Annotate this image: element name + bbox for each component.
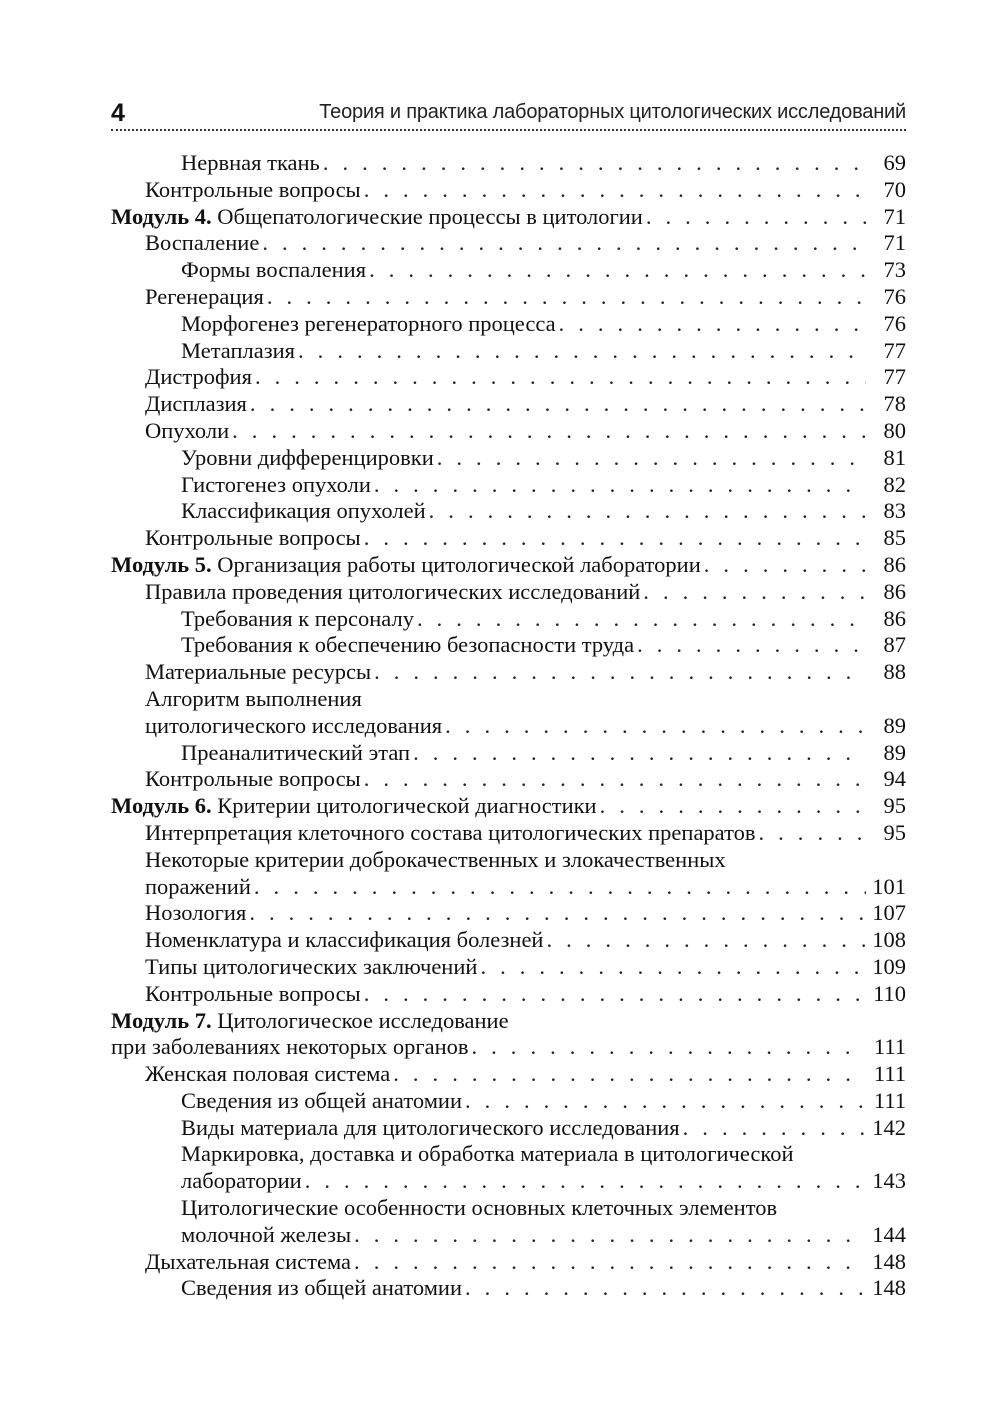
toc-entry: [111, 1141, 906, 1195]
toc-entry-title: Морфогенез регенераторного процесса: [181, 310, 556, 336]
toc-dot-leader: [369, 257, 866, 284]
toc-dot-leader: [364, 177, 866, 204]
toc-module-entry: [111, 552, 906, 579]
toc-page-number: 111: [873, 1087, 906, 1113]
toc-entry-title: поражений: [145, 873, 251, 899]
toc-page-number: 86: [883, 605, 906, 631]
toc-entry-title-pre: Некоторые критерии доброкачественных и злокачественных: [145, 846, 726, 872]
toc-module-label: Модуль 5.: [111, 551, 212, 577]
toc-dot-leader: [559, 311, 866, 338]
toc-page-number: 78: [883, 391, 906, 417]
toc-page-number: 69: [883, 150, 906, 175]
toc-entry: [111, 579, 906, 606]
toc-module-entry: [111, 1008, 906, 1062]
toc-entry-title: молочной железы: [181, 1221, 352, 1247]
toc-entry: [111, 686, 906, 740]
page-number: 4: [111, 99, 125, 127]
toc-entry-title: Контрольные вопросы: [145, 176, 361, 202]
toc-entry-title: Дыхательная система: [145, 1248, 352, 1274]
toc-dot-leader: [298, 338, 866, 365]
toc-entry-title: Регенерация: [145, 283, 264, 309]
toc-module-label: Модуль 6.: [111, 793, 212, 819]
toc-page-number: 89: [883, 739, 906, 765]
toc-dot-leader: [393, 1061, 866, 1088]
toc-entry-title: Материальные ресурсы: [145, 659, 372, 685]
toc-dot-leader: [413, 740, 866, 767]
toc-page-number: 80: [883, 417, 906, 443]
toc-module-label: Модуль 7.: [111, 1007, 212, 1033]
toc-dot-leader: [255, 364, 866, 391]
toc-entry-title: Нервная ткань: [181, 150, 320, 175]
toc-page-number: 83: [883, 498, 906, 524]
toc-entry-title: Модуль 4. Общепатологические процессы в цитологии: [111, 203, 643, 229]
toc-page-number: 76: [883, 283, 906, 309]
toc-dot-leader: [683, 1115, 866, 1142]
toc-entry-title-first-line: [181, 1141, 906, 1168]
toc-module-label: Модуль 4.: [111, 203, 212, 229]
toc-page-number: 71: [883, 230, 906, 256]
toc-entry-title: Дистрофия: [145, 364, 252, 390]
toc-entry-title-pre: Цитологическое исследование: [217, 1007, 509, 1033]
toc-dot-leader: [600, 793, 866, 820]
toc-entry-title: Формы воспаления: [181, 257, 367, 283]
toc-entry: [111, 740, 906, 767]
toc-entry: [111, 820, 906, 847]
toc-entry: [111, 632, 906, 659]
toc-dot-leader: [437, 445, 866, 472]
toc-entry-title-first-line: [145, 686, 906, 713]
toc-dot-leader: [417, 606, 866, 633]
toc-page-number: 95: [883, 793, 906, 819]
toc-entry-title: Номенклатура и классификация болезней: [145, 927, 544, 953]
toc-dot-leader: [364, 525, 866, 552]
toc-dot-leader: [374, 659, 866, 686]
toc-entry: [111, 1115, 906, 1142]
toc-entry-title: Требования к обеспечению безопасности труда: [181, 632, 635, 658]
toc-page-number: 143: [872, 1168, 906, 1194]
toc-page-number: 111: [873, 1034, 906, 1060]
toc-module-entry: [111, 793, 906, 820]
toc-entry-title: Виды материала для цитологического исследования: [181, 1114, 680, 1140]
toc-dot-leader: [465, 1275, 866, 1302]
toc-page-number: 142: [872, 1114, 906, 1140]
toc-entry: [111, 659, 906, 686]
toc-entry: [111, 1249, 906, 1276]
toc-page-number: 71: [883, 203, 906, 229]
toc-page-number: 95: [883, 819, 906, 845]
toc-entry-title: Требования к персоналу: [181, 605, 414, 631]
toc-entry-title: Контрольные вопросы: [145, 766, 361, 792]
toc-entry: [111, 311, 906, 338]
toc-entry-title: Контрольные вопросы: [145, 525, 361, 551]
toc-dot-leader: [354, 1222, 866, 1249]
toc-entry-title-first-line: [111, 1008, 906, 1035]
toc-dot-leader: [364, 766, 866, 793]
toc-page-number: 70: [883, 176, 906, 202]
toc-dot-leader: [305, 1168, 866, 1195]
toc-entry: [111, 1195, 906, 1249]
toc-page-number: 77: [883, 364, 906, 390]
toc-entry-title: Контрольные вопросы: [145, 980, 361, 1006]
toc-entry: [111, 150, 906, 177]
toc-entry-title: Классификация опухолей: [181, 498, 426, 524]
toc-page-number: 94: [883, 766, 906, 792]
toc-entry-title: Воспаление: [145, 230, 260, 256]
toc-entry-title-first-line: [181, 1195, 906, 1222]
toc-entry-title: Преаналитический этап: [181, 739, 411, 765]
toc-entry-title: Интерпретация клеточного состава цитологических препаратов: [145, 819, 756, 845]
toc-dot-leader: [267, 284, 866, 311]
toc-page-number: 107: [872, 900, 906, 926]
toc-dot-leader: [250, 391, 866, 418]
toc-entry-title: Модуль 6. Критерии цитологической диагностики: [111, 793, 597, 819]
toc-entry: [111, 1088, 906, 1115]
toc-dot-leader: [364, 981, 866, 1008]
toc-entry: [111, 364, 906, 391]
toc-entry: [111, 766, 906, 793]
toc-dot-leader: [646, 204, 866, 231]
toc-entry: [111, 498, 906, 525]
toc-entry: [111, 847, 906, 901]
toc-entry: [111, 1061, 906, 1088]
toc-entry: [111, 230, 906, 257]
toc-dot-leader: [546, 927, 866, 954]
toc-page-number: 88: [883, 659, 906, 685]
toc-page-number: 86: [883, 578, 906, 604]
toc-entry: [111, 284, 906, 311]
running-title: Теория и практика лабораторных цитологических исследований: [319, 101, 906, 123]
toc-page-number: 89: [883, 712, 906, 738]
toc-page-number: 111: [873, 1061, 906, 1087]
toc-dot-leader: [254, 874, 866, 901]
toc-entry-title: Опухоли: [145, 417, 230, 443]
toc-dot-leader: [643, 579, 866, 606]
toc-entry: [111, 954, 906, 981]
toc-entry: [111, 900, 906, 927]
toc-entry: [111, 472, 906, 499]
toc-page-number: 77: [883, 337, 906, 363]
toc-page-number: 148: [872, 1248, 906, 1274]
toc-dot-leader: [759, 820, 867, 847]
toc-entry: [111, 418, 906, 445]
toc-entry-title: Нозология: [145, 900, 247, 926]
toc-entry: [111, 391, 906, 418]
toc-page-number: 87: [883, 632, 906, 658]
toc-module-entry: [111, 204, 906, 231]
toc-dot-leader: [465, 1088, 866, 1115]
toc-entry-title: Дисплазия: [145, 391, 247, 417]
toc-entry-title: Метаплазия: [181, 337, 296, 363]
header-dotted-rule: [111, 129, 906, 131]
toc-dot-leader: [262, 230, 866, 257]
toc-entry: [111, 525, 906, 552]
toc-entry-title-pre: Цитологические особенности основных клеточных элементов: [181, 1195, 778, 1221]
toc-dot-leader: [480, 954, 866, 981]
toc-page-number: 110: [873, 980, 906, 1006]
toc-dot-leader: [232, 418, 866, 445]
toc-dot-leader: [354, 1249, 866, 1276]
toc-entry-title: Уровни дифференцировки: [181, 444, 434, 470]
toc-dot-leader: [429, 498, 866, 525]
toc-page-number: 76: [883, 310, 906, 336]
toc-entry-title: Женская половая система: [145, 1061, 391, 1087]
toc-page-number: 148: [872, 1275, 906, 1301]
toc-dot-leader: [323, 150, 866, 177]
toc-page-number: 109: [872, 953, 906, 979]
toc-page-number: 144: [872, 1221, 906, 1247]
toc-entry-title: Сведения из общей анатомии: [181, 1087, 463, 1113]
toc-dot-leader: [704, 552, 866, 579]
toc-page-number: 82: [883, 471, 906, 497]
toc-dot-leader: [445, 713, 866, 740]
toc-entry-title: Типы цитологических заключений: [145, 953, 478, 979]
toc-entry-title: Правила проведения цитологических исследований: [145, 578, 641, 604]
toc-entry-title-pre: Маркировка, доставка и обработка материала в цитологической: [181, 1141, 794, 1167]
toc-dot-leader: [374, 472, 866, 499]
toc-entry-title: Сведения из общей анатомии: [181, 1275, 463, 1301]
toc-entry: [111, 338, 906, 365]
toc-entry-title-first-line: [145, 847, 906, 874]
toc-page-number: 108: [872, 927, 906, 953]
toc-entry-title: Модуль 5. Организация работы цитологической лаборатории: [111, 551, 701, 577]
toc-dot-leader: [472, 1034, 867, 1061]
toc-entry: [111, 1275, 906, 1302]
toc-page-number: 81: [883, 444, 906, 470]
page-header: [111, 97, 906, 133]
toc-entry-title-pre: Алгоритм выполнения: [145, 685, 362, 711]
table-of-contents: [111, 150, 906, 1302]
toc-entry-title: цитологического исследования: [145, 712, 443, 738]
toc-entry-title: лаборатории: [181, 1168, 302, 1194]
toc-page-number: 73: [883, 257, 906, 283]
toc-entry: [111, 177, 906, 204]
toc-dot-leader: [637, 632, 866, 659]
toc-entry: [111, 927, 906, 954]
toc-page-number: 101: [872, 873, 906, 899]
toc-entry: [111, 257, 906, 284]
toc-dot-leader: [249, 900, 866, 927]
toc-entry: [111, 606, 906, 633]
toc-entry-title: Гистогенез опухоли: [181, 471, 371, 497]
toc-entry: [111, 981, 906, 1008]
toc-page-number: 85: [883, 525, 906, 551]
toc-entry: [111, 445, 906, 472]
toc-entry-title: при заболеваниях некоторых органов: [111, 1034, 469, 1060]
toc-page-number: 86: [883, 551, 906, 577]
